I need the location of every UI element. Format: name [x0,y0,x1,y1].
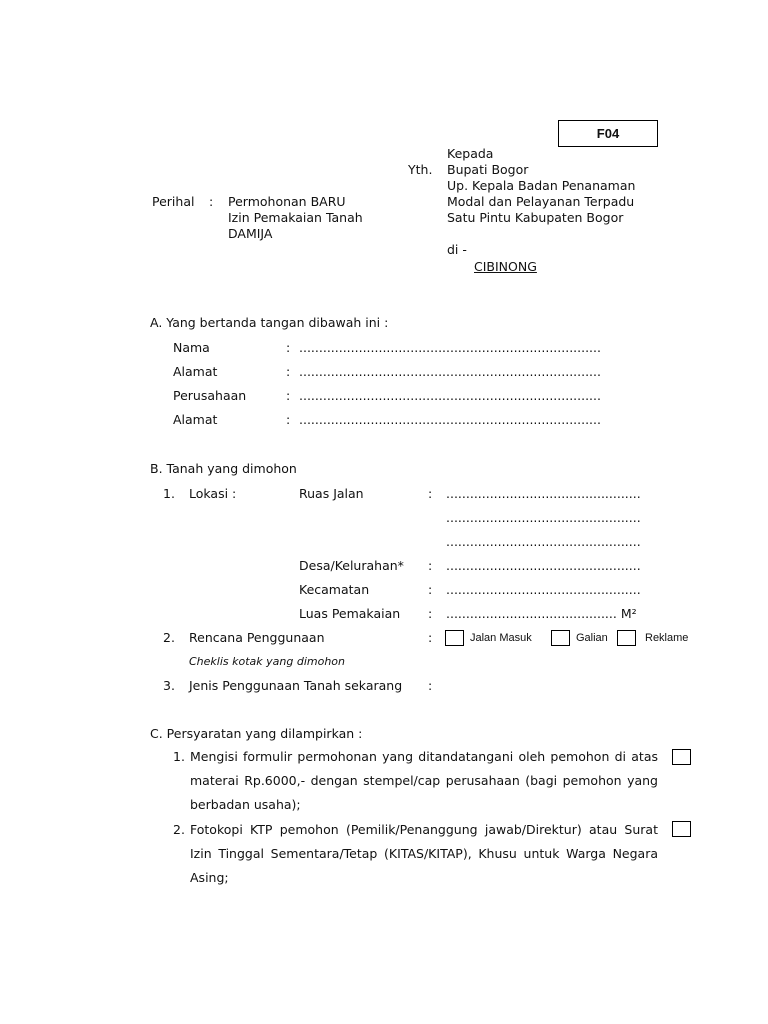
section-a-heading: A. Yang bertanda tangan dibawah ini : [150,315,389,330]
row-label-kecamatan: Kecamatan [299,582,370,597]
row-label-ruas-jalan: Ruas Jalan [299,486,364,501]
b-item3-colon: : [428,678,433,693]
address-yth: Yth. [408,162,433,177]
field-dots-alamat-perusahaan[interactable]: ............................................................................ [299,412,601,427]
c-item1-line-2: materai Rp.6000,- dengan stempel/cap perusahaan (bagi pemohon yang [190,773,658,788]
c-item2-num: 2. [173,822,185,837]
perihal-line-1: Permohonan BARU [228,194,346,209]
checkbox-requirement-1[interactable] [672,749,691,765]
section-b-heading: B. Tanah yang dimohon [150,461,297,476]
row-dots-ruas-jalan[interactable]: ................................................. [446,486,641,501]
b-item3-label: Jenis Penggunaan Tanah sekarang [189,678,403,693]
row-dots-desa[interactable]: ................................................. [446,558,641,573]
form-code-box: F04 [558,120,658,147]
field-colon: : [286,340,291,355]
address-line-3: Modal dan Pelayanan Terpadu [447,194,635,209]
b-item2-colon: : [428,630,433,645]
c-item2-line-3: Asing; [190,870,229,885]
address-kepada: Kepada [447,146,494,161]
field-colon: : [286,364,291,379]
address-line-2: Up. Kepala Badan Penanaman [447,178,636,193]
row-dots-ruas-jalan-2[interactable]: ................................................. [446,510,641,525]
b-item1-label: Lokasi : [189,486,237,501]
row-colon: : [428,582,433,597]
field-label-perusahaan: Perusahaan [173,388,247,403]
c-item2-line-2: Izin Tinggal Sementara/Tetap (KITAS/KITAP), Khusu untuk Warga Negara [190,846,658,861]
b-item3-num: 3. [163,678,175,693]
c-item1-line-1: Mengisi formulir permohonan yang ditandatangani oleh pemohon di atas [190,749,658,764]
checklist-note: Cheklis kotak yang dimohon [189,655,346,668]
row-dots-ruas-jalan-3[interactable]: ................................................. [446,534,641,549]
row-label-desa: Desa/Kelurahan* [299,558,404,573]
perihal-line-2: Izin Pemakaian Tanah [228,210,363,225]
c-item1-num: 1. [173,749,185,764]
field-label-nama: Nama [173,340,210,355]
field-colon: : [286,412,291,427]
field-dots-alamat[interactable]: ............................................................................ [299,364,601,379]
row-colon: : [428,606,433,621]
field-dots-nama[interactable]: ............................................................................ [299,340,601,355]
row-dots-luas[interactable]: ........................................... M² [446,606,637,621]
row-colon: : [428,486,433,501]
checkbox-jalan-masuk[interactable] [445,630,464,646]
b-item1-num: 1. [163,486,175,501]
address-line-1: Bupati Bogor [447,162,529,177]
option-galian: Galian [576,632,608,644]
field-colon: : [286,388,291,403]
row-label-luas: Luas Pemakaian [299,606,401,621]
row-dots-kecamatan[interactable]: ................................................. [446,582,641,597]
c-item1-text [190,745,658,817]
row-colon: : [428,558,433,573]
perihal-label: Perihal [152,194,195,209]
field-label-alamat-perusahaan: Alamat [173,412,218,427]
address-di: di - [447,242,467,257]
c-item2-text [190,818,658,890]
address-line-4: Satu Pintu Kabupaten Bogor [447,210,624,225]
address-city: CIBINONG [474,259,537,274]
checkbox-requirement-2[interactable] [672,821,691,837]
field-label-alamat: Alamat [173,364,218,379]
c-item2-line-1: Fotokopi KTP pemohon (Pemilik/Penanggung jawab/Direktur) atau Surat [190,822,658,837]
perihal-colon: : [209,194,214,209]
checkbox-reklame[interactable] [617,630,636,646]
field-dots-perusahaan[interactable]: ............................................................................ [299,388,601,403]
option-jalan-masuk: Jalan Masuk [470,632,532,644]
perihal-line-3: DAMIJA [228,226,273,241]
b-item2-num: 2. [163,630,175,645]
b-item2-label: Rencana Penggunaan [189,630,325,645]
checkbox-galian[interactable] [551,630,570,646]
section-c-heading: C. Persyaratan yang dilampirkan : [150,726,363,741]
c-item1-line-3: berbadan usaha); [190,797,301,812]
option-reklame: Reklame [645,632,689,644]
